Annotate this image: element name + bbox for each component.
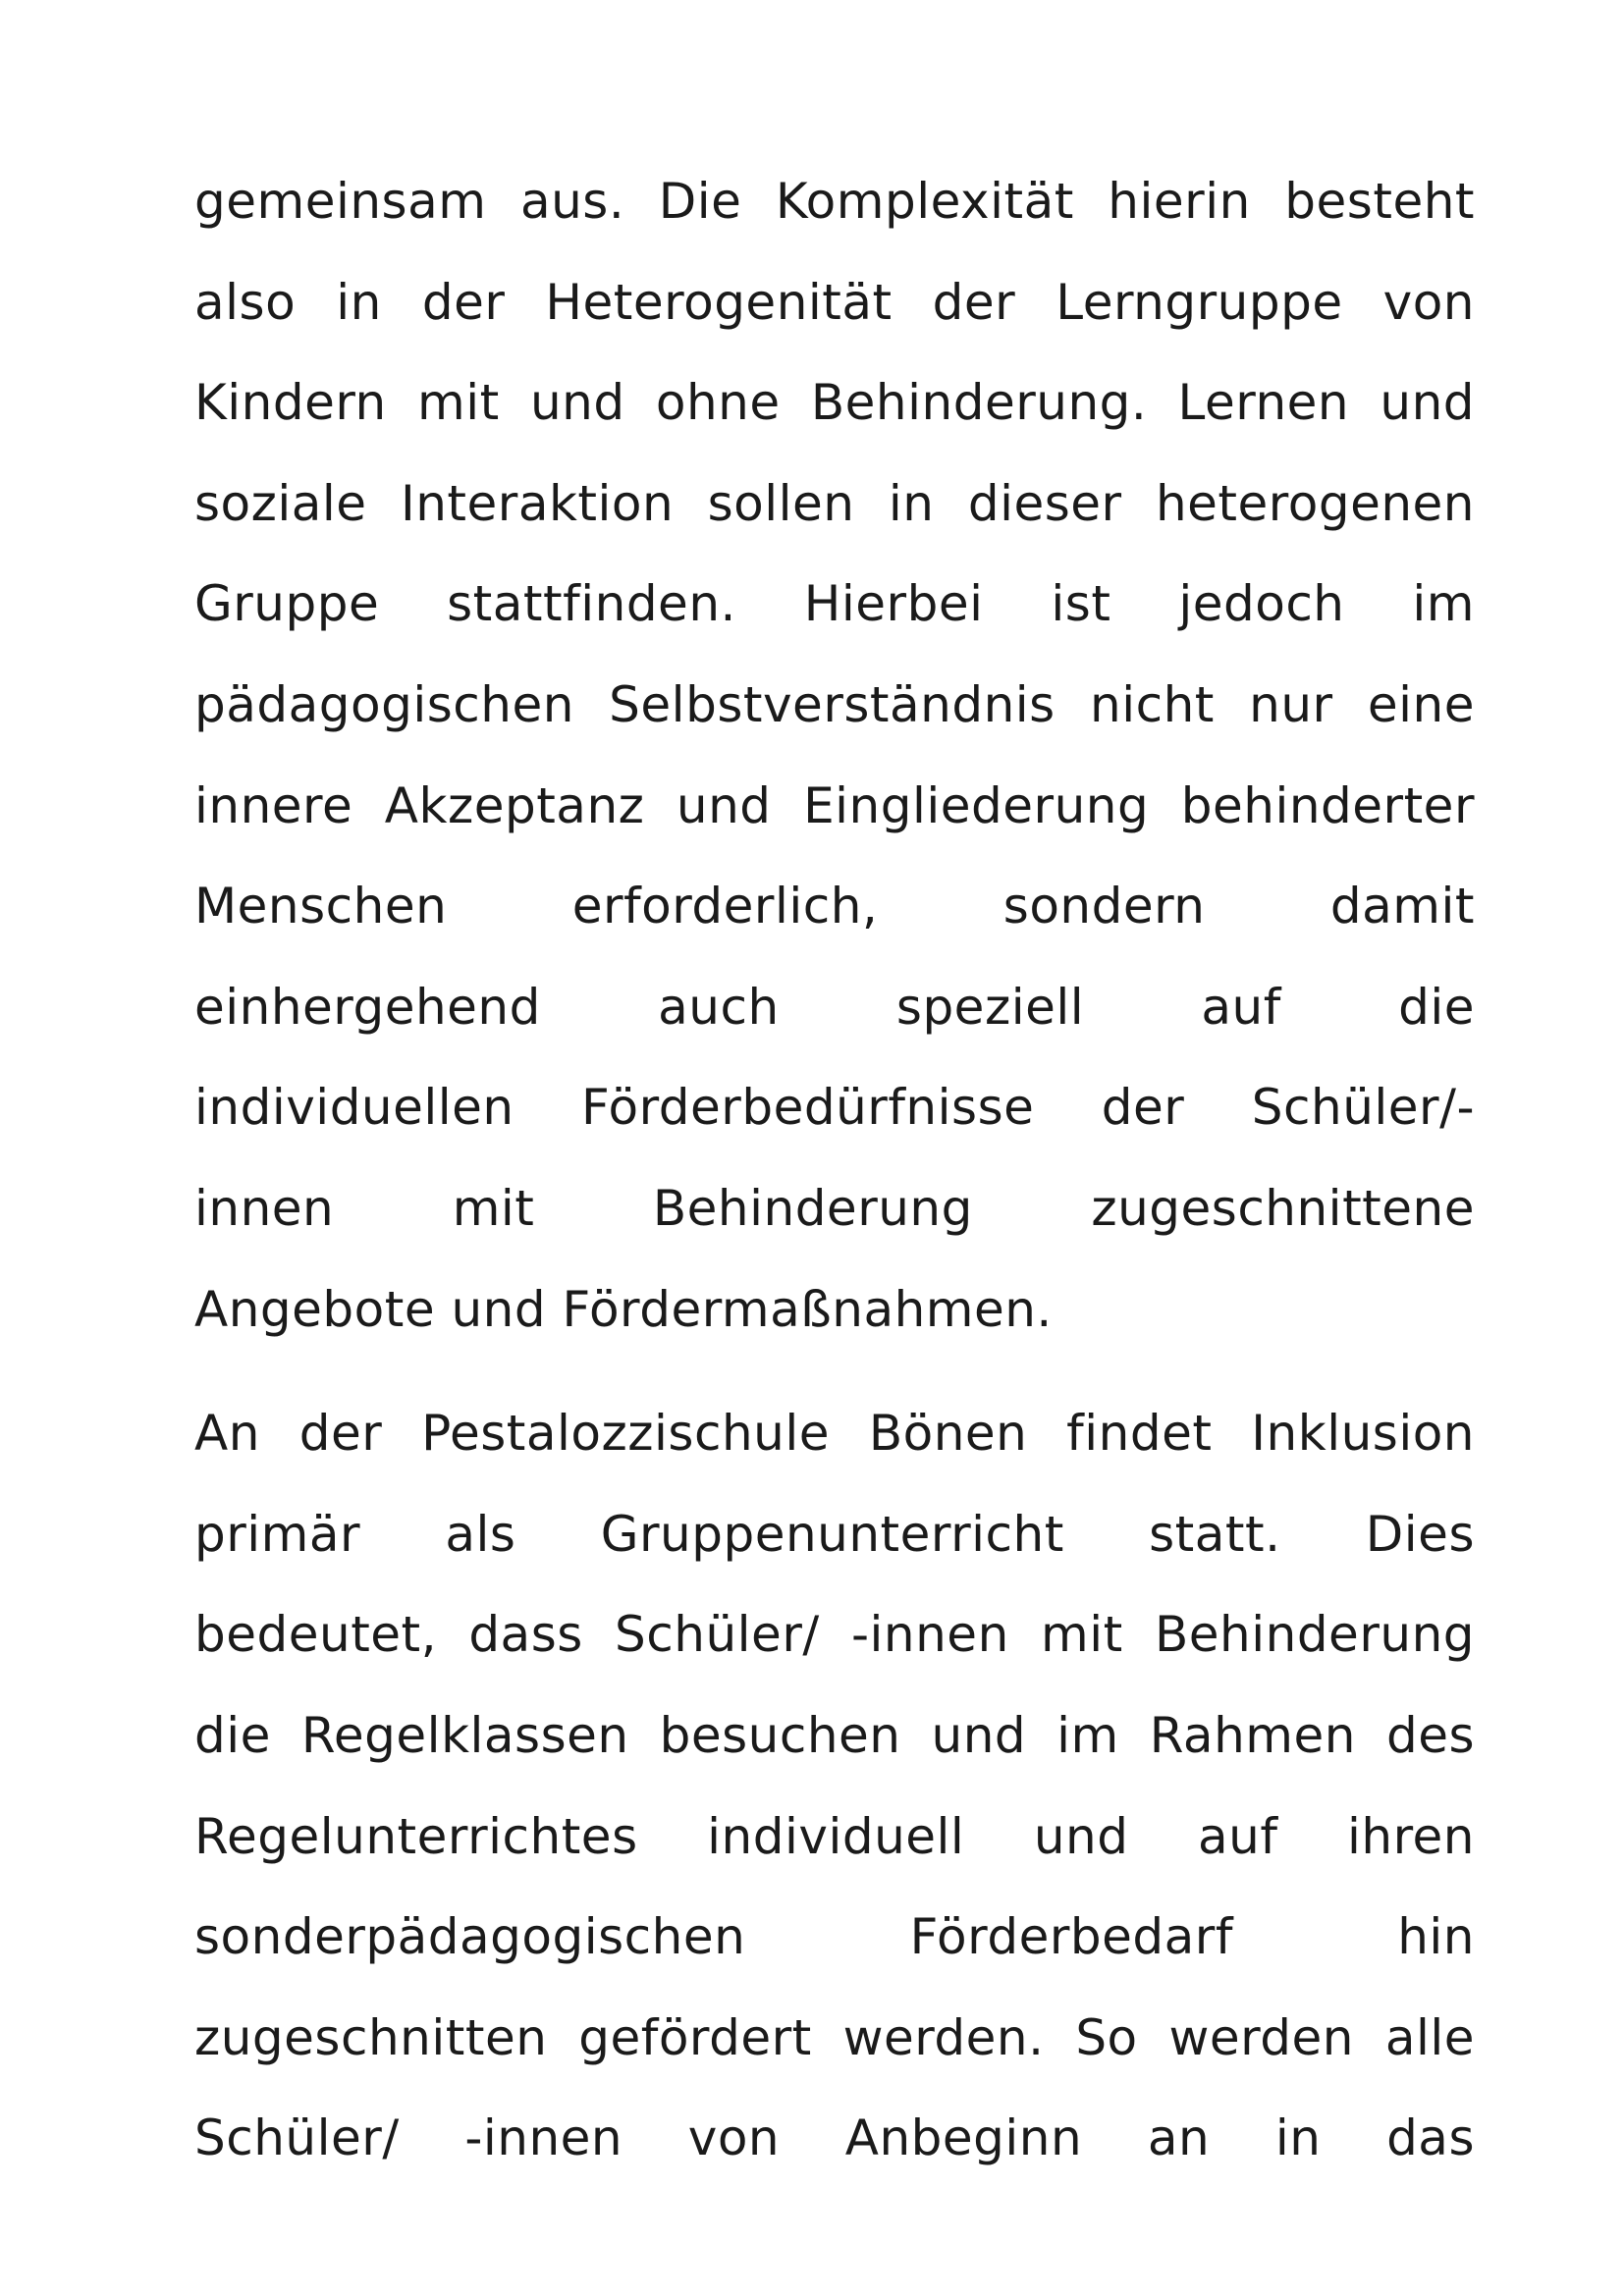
body-text xyxy=(194,151,1475,2189)
text-line: bedeutet, dass Schüler/ -innen mit Behinderung xyxy=(194,1606,1475,1664)
text-line: Schüler/ -innen von Anbeginn an in das xyxy=(194,2109,1475,2167)
text-line: Angebote und Fördermaßnahmen. xyxy=(194,1280,1053,1338)
text-line: Menschen erforderlich, sondern damit xyxy=(194,878,1475,935)
text-line: gemeinsam aus. Die Komplexität hierin besteht xyxy=(194,173,1475,230)
paragraph-spacer xyxy=(194,1360,1475,1383)
text-line: An der Pestalozzischule Bönen findet Inklusion xyxy=(194,1405,1475,1463)
paragraph-1 xyxy=(194,151,1475,1360)
text-line: also in der Heterogenität der Lerngruppe von xyxy=(194,273,1475,331)
text-line: Regelunterrichtes individuell und auf ihren xyxy=(194,1807,1475,1865)
text-line: innen mit Behinderung zugeschnittene xyxy=(194,1179,1475,1237)
text-line: individuellen Förderbedürfnisse der Schüler/- xyxy=(194,1079,1475,1137)
text-line: primär als Gruppenunterricht statt. Dies xyxy=(194,1505,1475,1563)
text-line: innere Akzeptanz und Eingliederung behinderter xyxy=(194,776,1475,834)
text-line: pädagogischen Selbstverständnis nicht nur eine xyxy=(194,675,1475,733)
text-line: einhergehend auch speziell auf die xyxy=(194,978,1475,1036)
text-line: Gruppe stattfinden. Hierbei ist jedoch im xyxy=(194,575,1475,633)
text-line: zugeschnitten gefördert werden. So werden alle xyxy=(194,2008,1475,2066)
text-line: die Regelklassen besuchen und im Rahmen des xyxy=(194,1706,1475,1764)
text-line: Kindern mit und ohne Behinderung. Lernen und xyxy=(194,374,1475,432)
text-line: sonderpädagogischen Förderbedarf hin xyxy=(194,1908,1475,1966)
text-line: soziale Interaktion sollen in dieser heterogenen xyxy=(194,474,1475,532)
paragraph-2 xyxy=(194,1383,1475,2189)
